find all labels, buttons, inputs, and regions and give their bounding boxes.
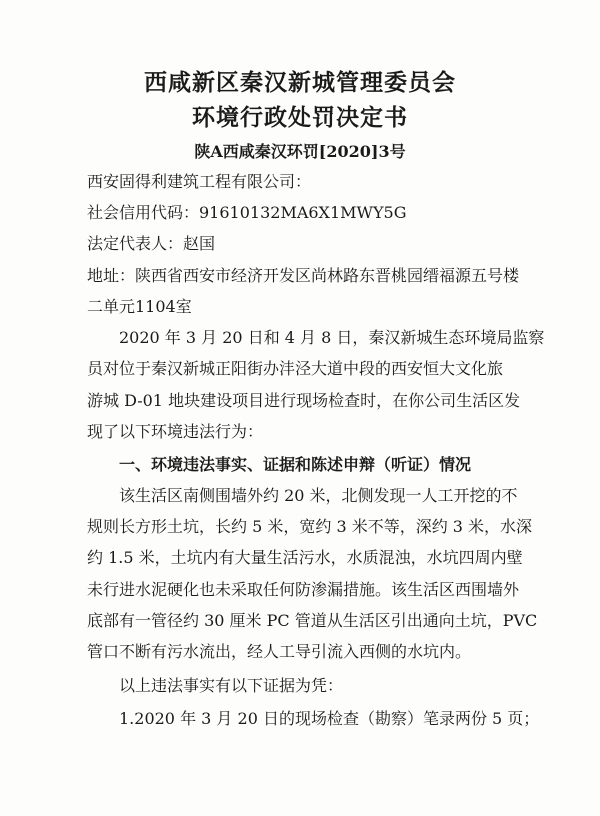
section-heading: 一、环境违法事实、证据和陈述申辩（听证）情况 <box>119 455 472 474</box>
facts-paragraph-line: 底部有一管径约 30 厘米 PC 管道从生活区引出通向土坑，PVC <box>87 611 538 630</box>
intro-paragraph-line: 2020 年 3 月 20 日和 4 月 8 日，秦汉新城生态环境局监察 <box>119 328 545 347</box>
evidence-intro: 以上违法事实有以下证据为凭： <box>119 676 344 695</box>
intro-paragraph-line: 员对位于秦汉新城正阳街办沣泾大道中段的西安恒大文化旅 <box>87 359 504 378</box>
document-title-type: 环境行政处罚决定书 <box>192 105 408 131</box>
address-line: 二单元1104室 <box>87 297 192 316</box>
document-number: 陕A西咸秦汉环罚[2020]3号 <box>194 142 406 161</box>
facts-paragraph-line: 未行进水泥硬化也未采取任何防渗漏措施。该生活区西围墙外 <box>87 580 520 599</box>
facts-paragraph-line: 该生活区南侧围墙外约 20 米，北侧发现一人工开挖的不 <box>119 486 518 505</box>
intro-paragraph-line: 现了以下环境违法行为： <box>87 422 264 441</box>
facts-paragraph-line: 管口不断有污水流出，经人工导引流入西侧的水坑内。 <box>87 642 472 661</box>
facts-paragraph-line: 约 1.5 米，土坑内有大量生活污水，水质混浊，水坑四周内壁 <box>87 548 523 567</box>
recipient-name: 西安固得利建筑工程有限公司： <box>87 172 312 191</box>
credit-code: 社会信用代码：91610132MA6X1MWY5G <box>87 203 407 222</box>
document-title-issuer: 西咸新区秦汉新城管理委员会 <box>144 70 456 96</box>
facts-paragraph-line: 规则长方形土坑，长约 5 米，宽约 3 米不等，深约 3 米，水深 <box>87 517 533 536</box>
legal-representative: 法定代表人：赵国 <box>87 234 216 253</box>
address-line: 地址：陕西省西安市经济开发区尚林路东晋桃园缙福源五号楼 <box>87 266 520 285</box>
evidence-item: 1.2020 年 3 月 20 日的现场检查（勘察）笔录两份 5 页； <box>119 709 540 728</box>
intro-paragraph-line: 游城 D-01 地块建设项目进行现场检查时，在你公司生活区发 <box>87 391 521 410</box>
